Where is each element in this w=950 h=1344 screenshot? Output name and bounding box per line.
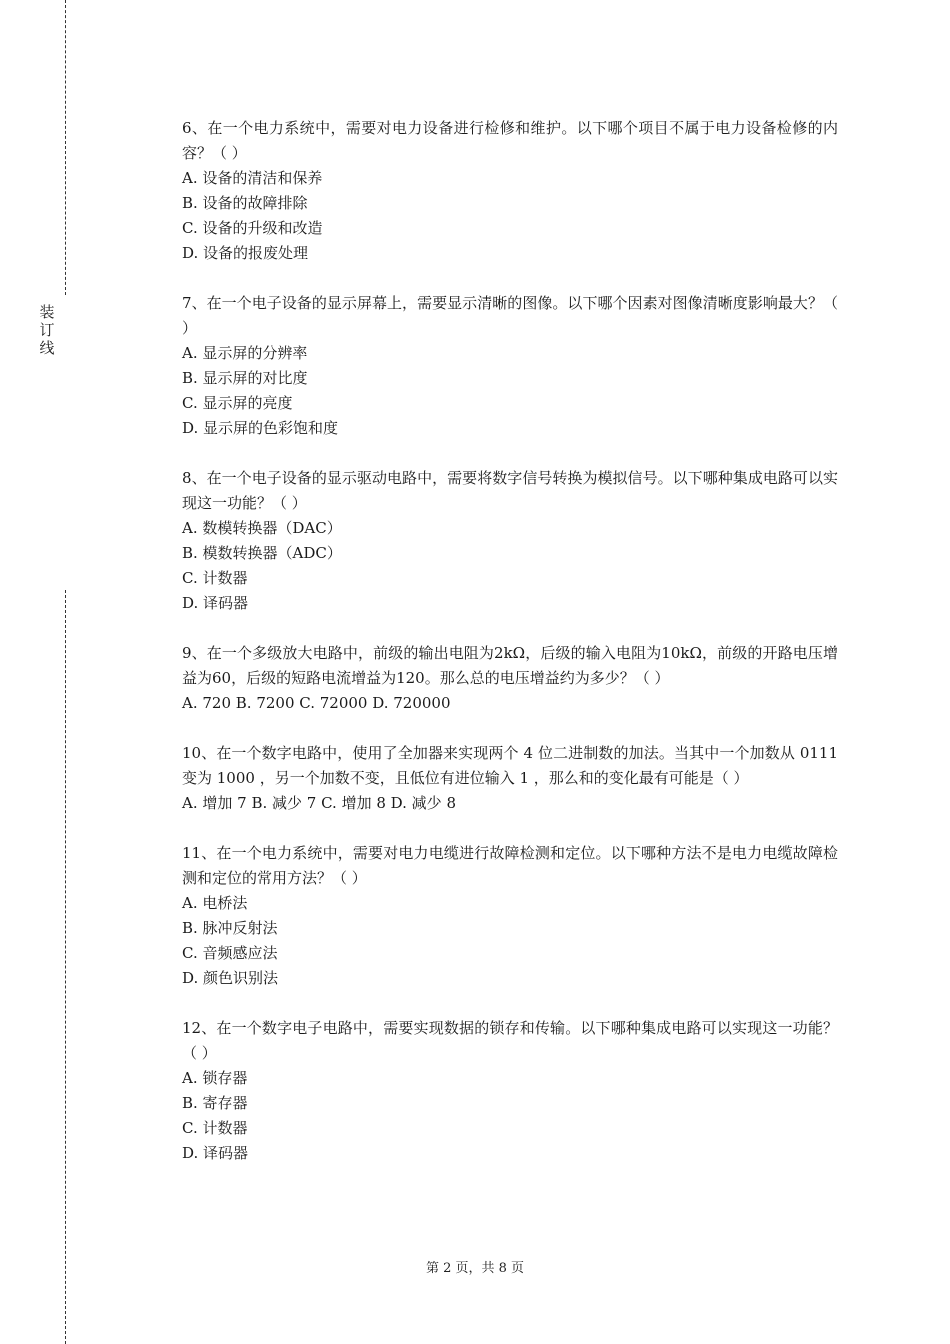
option-b: B. 显示屏的对比度 (182, 369, 308, 387)
question-11 (182, 841, 838, 991)
question-6 (182, 116, 838, 266)
question-9 (182, 641, 838, 716)
option-a: A. 数模转换器（DAC） (182, 519, 342, 537)
question-10 (182, 741, 838, 816)
option-b: B. 脉冲反射法 (182, 919, 278, 937)
binding-dashed-line-top (65, 0, 66, 295)
binding-label (38, 303, 56, 357)
binding-dashed-line-bottom (65, 590, 66, 1344)
page-number: 第 2 页，共 8 页 (425, 1261, 525, 1276)
option-a: A. 显示屏的分辨率 (182, 344, 308, 362)
option-d: D. 显示屏的色彩饱和度 (182, 419, 339, 437)
question-8 (182, 466, 838, 616)
question-list (182, 116, 838, 1191)
question-stem: 7、在一个电子设备的显示屏幕上，需要显示清晰的图像。以下哪个因素对图像清晰度影响最大？（ ） (182, 294, 838, 337)
question-stem: 12、在一个数字电子电路中，需要实现数据的锁存和传输。以下哪种集成电路可以实现这一功能？（ ） (182, 1019, 838, 1062)
option-d: D. 颜色识别法 (182, 969, 279, 987)
option-c: C. 计数器 (182, 569, 248, 587)
option-c: C. 计数器 (182, 1119, 248, 1137)
option-b: B. 寄存器 (182, 1094, 248, 1112)
option-b: B. 设备的故障排除 (182, 194, 308, 212)
option-a: A. 设备的清洁和保养 (182, 169, 323, 187)
question-stem: 9、在一个多级放大电路中，前级的输出电阻为2kΩ，后级的输入电阻为10kΩ，前级的开路电压增益为60，后级的短路电流增益为120。那么总的电压增益约为多少？（ ） (182, 644, 838, 687)
question-stem: 10、在一个数字电路中，使用了全加器来实现两个 4 位二进制数的加法。当其中一个加数从 0111 变为 1000 ，另一个加数不变，且低位有进位输入 1 ，那么和的变化最有可能是（ ） (182, 744, 838, 787)
question-stem: 8、在一个电子设备的显示驱动电路中，需要将数字信号转换为模拟信号。以下哪种集成电路可以实现这一功能？（ ） (182, 469, 838, 512)
question-7 (182, 291, 838, 441)
option-b: B. 模数转换器（ADC） (182, 544, 342, 562)
binding-label-char: 订 (39, 321, 55, 339)
option-a: A. 锁存器 (182, 1069, 248, 1087)
option-c: C. 音频感应法 (182, 944, 278, 962)
option-line: A. 增加 7 B. 减少 7 C. 增加 8 D. 减少 8 (182, 794, 456, 812)
option-c: C. 显示屏的亮度 (182, 394, 293, 412)
option-line: A. 720 B. 7200 C. 72000 D. 720000 (182, 694, 451, 712)
binding-label-char: 线 (39, 339, 55, 357)
option-d: D. 译码器 (182, 594, 249, 612)
binding-label-char: 装 (39, 303, 55, 321)
option-c: C. 设备的升级和改造 (182, 219, 323, 237)
question-12 (182, 1016, 838, 1166)
question-stem: 6、在一个电力系统中，需要对电力设备进行检修和维护。以下哪个项目不属于电力设备检修的内容？（ ） (182, 119, 838, 162)
question-stem: 11、在一个电力系统中，需要对电力电缆进行故障检测和定位。以下哪种方法不是电力电缆故障检测和定位的常用方法？（ ） (182, 844, 838, 887)
option-d: D. 译码器 (182, 1144, 249, 1162)
option-d: D. 设备的报废处理 (182, 244, 309, 262)
option-a: A. 电桥法 (182, 894, 248, 912)
